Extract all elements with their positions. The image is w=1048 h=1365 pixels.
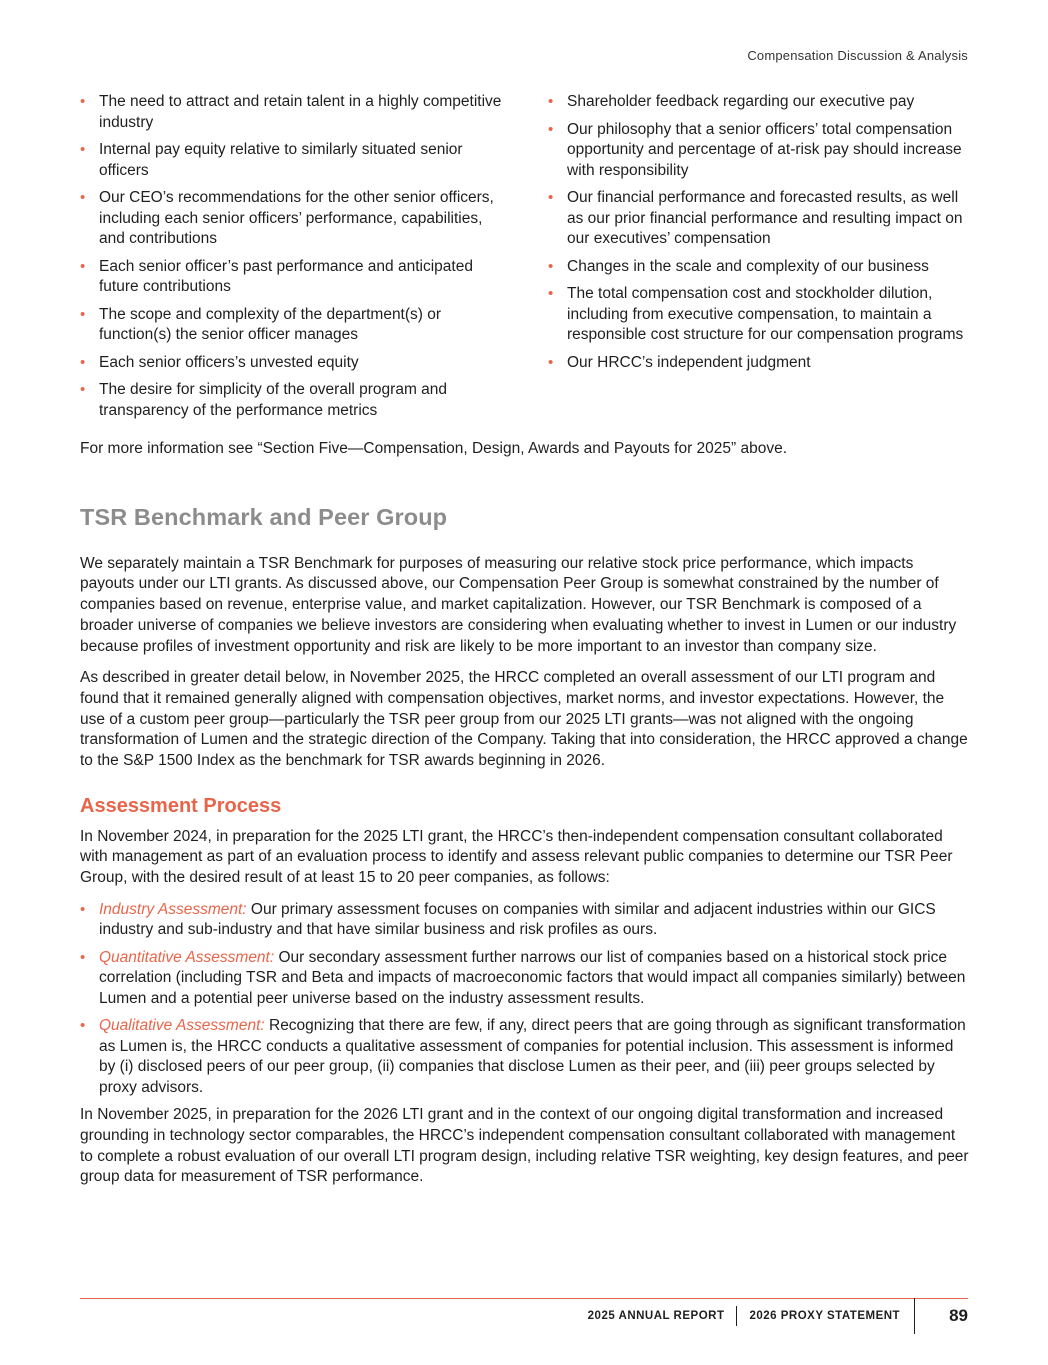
bullet-icon: • xyxy=(80,948,86,966)
list-item: • Each senior officers’s unvested equity xyxy=(80,353,510,374)
list-item: • The desire for simplicity of the overall program and transparency of the performance metrics xyxy=(80,381,448,419)
page-content xyxy=(80,92,970,1188)
more-info-paragraph: For more information see “Section Five—Compensation, Design, Awards and Payouts for 2025” above. xyxy=(80,440,788,457)
list-item: • The total compensation cost and stockholder dilution, including from executive compensation, to maintain a responsible cost structure for our compensation programs xyxy=(548,285,964,343)
list-item: • Our financial performance and forecasted results, as well as our prior financial performance and resulting impact on our executives’ compensation xyxy=(548,189,963,247)
footer-separator xyxy=(736,1306,737,1326)
tsr-section-heading: TSR Benchmark and Peer Group xyxy=(80,503,448,530)
list-item: • Our CEO’s recommendations for the other senior officers, including each senior officers’ performance, capabilities, and contributions xyxy=(80,189,494,247)
factors-left-list xyxy=(80,92,510,421)
list-item: • Industry Assessment: Our primary assessment focuses on companies with similar and adjacent industries within our GICS industry and sub-industry and that have similar business and risk profiles as ours. xyxy=(80,900,936,939)
bullet-icon: • xyxy=(548,285,554,302)
list-item: • Quantitative Assessment: Our secondary assessment further narrows our list of companies based on a historical stock price correlation (including TSR and Beta and impacts of macroeconomic factors that would impact all companies similarly) between Lumen and a potential peer universe based on the industry assessment results. xyxy=(80,948,966,1007)
list-item: • The need to attract and retain talent in a highly competitive industry xyxy=(80,93,502,131)
bullet-icon: • xyxy=(80,381,86,398)
list-item: • The scope and complexity of the department(s) or function(s) the senior officer manages xyxy=(80,305,442,343)
tsr-paragraph-1: We separately maintain a TSR Benchmark for purposes of measuring our relative stock price performance, which impacts payouts under our LTI grants. As discussed above, our Compensation Peer Group is somewhat constrained by the number of companies based on revenue, enterprise value, and market capitalization. However, our TSR Benchmark is composed of a broader universe of companies we believe investors are considering when evaluating whether to invest in Lumen or our industry because profiles of investment opportunity and risk are likely to be more important to an investor than company size. xyxy=(80,554,957,655)
footer-proxy-statement: 2026 PROXY STATEMENT xyxy=(749,1310,901,1322)
factors-right-column xyxy=(548,92,970,428)
assessment-closing: In November 2025, in preparation for the 2026 LTI grant and in the context of our ongoing digital transformation and increased grounding in technology sector comparables, the HRCC’s independent compensation consultant collaborated with management to complete a robust evaluation of our overall LTI program design, including relative TSR weighting, key design features, and peer group data for measurement of TSR performance. xyxy=(80,1106,969,1186)
page-footer xyxy=(588,1298,968,1334)
bullet-icon: • xyxy=(80,305,86,323)
bullet-icon: • xyxy=(80,1017,86,1035)
bullet-icon: • xyxy=(80,141,86,158)
assessment-lead: Qualitative Assessment: xyxy=(99,1017,265,1035)
list-item: • Internal pay equity relative to similarly situated senior officers xyxy=(80,141,463,179)
tsr-paragraph-2: As described in greater detail below, in November 2025, the HRCC completed an overall assessment of our LTI program and found that it remained generally aligned with compensation objectives, market norms, and investor expectations. However, the use of a custom peer group—particularly the TSR peer group from our 2025 LTI grants—was not aligned with the ongoing transformation of Lumen and the strategic direction of the Company. Taking that into consideration, the HRCC approved a change to the S&P 1500 Index as the benchmark for TSR awards beginning in 2026. xyxy=(80,669,968,770)
bullet-icon: • xyxy=(548,257,554,275)
footer-separator xyxy=(914,1298,915,1334)
assessment-list xyxy=(80,900,970,1099)
bullet-icon: • xyxy=(548,353,554,371)
factors-columns xyxy=(80,92,970,428)
bullet-icon: • xyxy=(80,189,86,206)
list-item: • Each senior officer’s past performance and anticipated future contributions xyxy=(80,257,473,295)
assessment-heading: Assessment Process xyxy=(80,794,282,817)
section-header-label: Compensation Discussion & Analysis xyxy=(747,48,968,63)
bullet-icon: • xyxy=(548,93,554,110)
bullet-icon: • xyxy=(548,120,554,138)
factors-right-list xyxy=(548,92,970,373)
bullet-icon: • xyxy=(80,353,86,371)
assessment-lead: Quantitative Assessment: xyxy=(99,948,275,966)
assessment-lead: Industry Assessment: xyxy=(99,900,247,918)
footer-annual-report: 2025 ANNUAL REPORT xyxy=(587,1310,725,1322)
list-item: • Qualitative Assessment: Recognizing that there are few, if any, direct peers that are going through as significant transformation as Lumen is, the HRCC conducts a qualitative assessment of companies for potential inclusion. This assessment is informed by (i) disclosed peers of our peer group, (ii) companies that disclose Lumen as their peer, and (iii) peer groups selected by proxy advisors. xyxy=(80,1017,966,1096)
bullet-icon: • xyxy=(548,189,554,206)
bullet-icon: • xyxy=(80,93,86,110)
factors-left-column xyxy=(80,92,510,428)
list-item: • Changes in the scale and complexity of our business xyxy=(548,257,970,278)
assessment-intro: In November 2024, in preparation for the 2025 LTI grant, the HRCC’s then-independent compensation consultant collaborated with management as part of an evaluation process to identify and assess relevant public companies to determine our TSR Peer Group, with the desired result of at least 15 to 20 peer companies, as follows: xyxy=(80,827,953,887)
bullet-icon: • xyxy=(80,900,86,918)
page-number: 89 xyxy=(949,1306,968,1325)
list-item: • Shareholder feedback regarding our executive pay xyxy=(548,92,970,113)
list-item: • Our philosophy that a senior officers’ total compensation opportunity and percentage of at-risk pay should increase with responsibility xyxy=(548,120,962,179)
list-item: • Our HRCC’s independent judgment xyxy=(548,353,970,374)
bullet-icon: • xyxy=(80,257,86,275)
